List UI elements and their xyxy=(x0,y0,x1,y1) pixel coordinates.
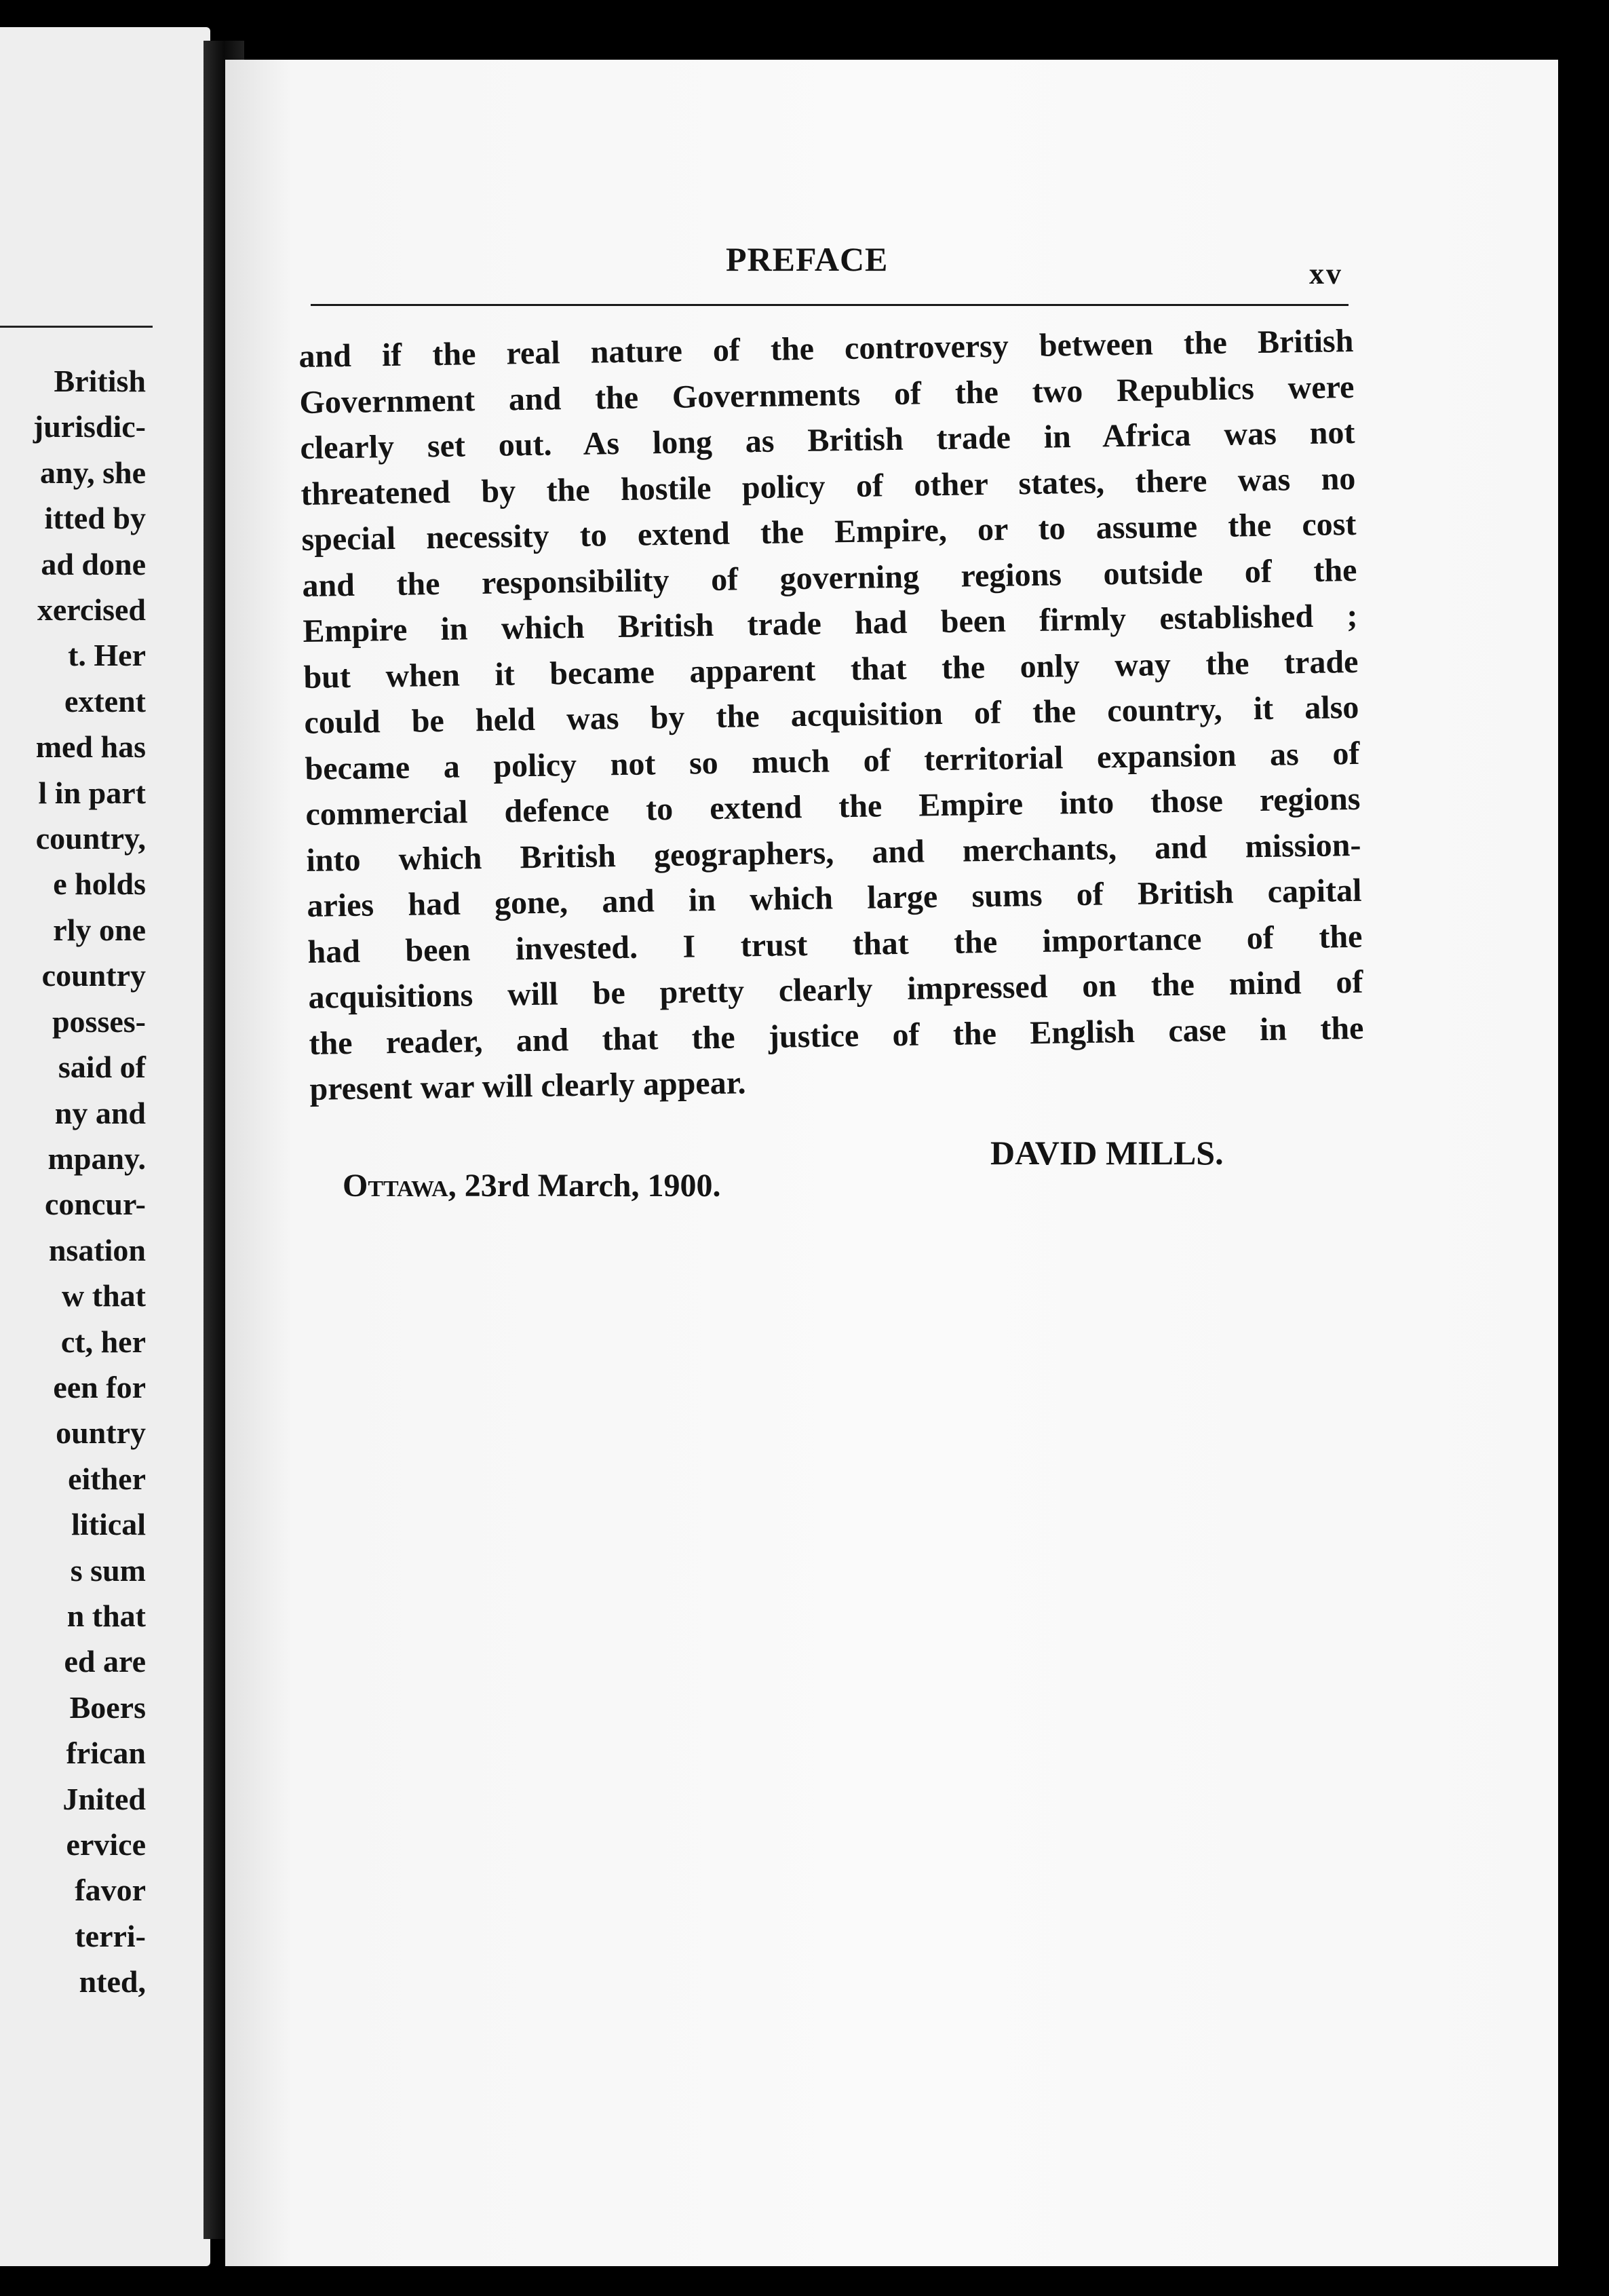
author-signature: DAVID MILLS. xyxy=(990,1134,1224,1172)
place-name: Ottawa xyxy=(343,1168,448,1204)
facing-page xyxy=(0,27,210,2266)
facing-page-line: either xyxy=(68,1461,146,1496)
facing-page-line: frican xyxy=(66,1736,146,1771)
facing-page-line: ad done xyxy=(41,546,146,581)
text-line: had been invested. I trust that the importance of the xyxy=(307,918,1363,970)
facing-page-line: rly one xyxy=(53,912,146,947)
place-and-date xyxy=(343,1167,721,1204)
page-number: xv xyxy=(1309,257,1343,290)
facing-page-head-rule xyxy=(0,326,153,328)
facing-page-line: said of xyxy=(58,1050,146,1085)
facing-page-line: British xyxy=(54,364,146,398)
text-line: threatened by the hostile policy of other states, there was no xyxy=(301,460,1356,512)
running-head: PREFACE xyxy=(726,240,889,278)
text-line: aries had gone, and in which large sums of British capital xyxy=(307,872,1362,924)
facing-page-line: t. Her xyxy=(68,638,146,673)
facing-page-line: Jnited xyxy=(62,1781,146,1816)
text-line: clearly set out. As long as British trade in Africa was not xyxy=(300,414,1355,466)
text-line: and the responsibility of governing regions outside of the xyxy=(302,552,1357,604)
facing-page-line: extent xyxy=(64,683,146,719)
facing-page-line: ct, her xyxy=(60,1324,146,1359)
facing-page-line: terri- xyxy=(75,1918,146,1953)
text-line: and if the real nature of the controversy between the British xyxy=(298,322,1354,375)
text-line: into which British geographers, and merchants, and mission- xyxy=(306,826,1361,879)
text-line: became a policy not so much of territorial expansion as of xyxy=(305,735,1360,787)
facing-page-line: l in part xyxy=(38,775,146,810)
text-line: Empire in which British trade had been firmly established ; xyxy=(303,597,1358,649)
facing-page-line: itted by xyxy=(44,501,146,536)
text-line: commercial defence to extend the Empire into those regions xyxy=(305,780,1361,833)
facing-page-line: Boers xyxy=(69,1689,146,1725)
facing-page-line: nsation xyxy=(48,1232,146,1267)
facing-page-line: xercised xyxy=(37,592,146,628)
facing-page-line: nted, xyxy=(79,1964,146,2000)
facing-page-line: een for xyxy=(53,1369,146,1404)
facing-page-line: jurisdic- xyxy=(33,409,146,444)
facing-page-line: ervice xyxy=(66,1827,146,1862)
header-rule xyxy=(311,304,1349,306)
text-line: but when it became apparent that the only way the trade xyxy=(303,643,1359,695)
preface-paragraph xyxy=(298,318,1365,1112)
facing-page-line: any, she xyxy=(40,455,146,490)
facing-page-line: med has xyxy=(35,729,146,765)
facing-page-line: litical xyxy=(71,1507,146,1542)
facing-page-line: ny and xyxy=(54,1095,146,1130)
text-line: present war will clearly appear. xyxy=(309,1065,746,1107)
text-line: could be held was by the acquisition of the country, it also xyxy=(304,689,1359,741)
facing-page-line: concur- xyxy=(44,1187,146,1222)
facing-page-line: s sum xyxy=(70,1552,146,1588)
facing-page-line: favor xyxy=(75,1873,146,1908)
text-line: the reader, and that the justice of the English case in the xyxy=(309,1010,1364,1062)
date-text: , 23rd March, 1900. xyxy=(448,1168,721,1204)
facing-page-line: country xyxy=(41,958,146,993)
facing-page-line: posses- xyxy=(52,1003,146,1039)
text-line: acquisitions will be pretty clearly impressed on the mind of xyxy=(308,963,1363,1016)
facing-page-line: ountry xyxy=(56,1415,146,1451)
text-line: special necessity to extend the Empire, or to assume the cost xyxy=(301,505,1357,558)
facing-page-line: country, xyxy=(35,821,146,856)
facing-page-line: w that xyxy=(62,1278,146,1314)
text-line: Government and the Governments of the two Republics were xyxy=(299,368,1355,421)
facing-page-line: e holds xyxy=(53,866,146,902)
facing-page-text xyxy=(33,358,146,2005)
facing-page-line: mpany. xyxy=(47,1141,146,1176)
facing-page-line: n that xyxy=(66,1598,146,1633)
facing-page-line: ed are xyxy=(64,1644,146,1679)
